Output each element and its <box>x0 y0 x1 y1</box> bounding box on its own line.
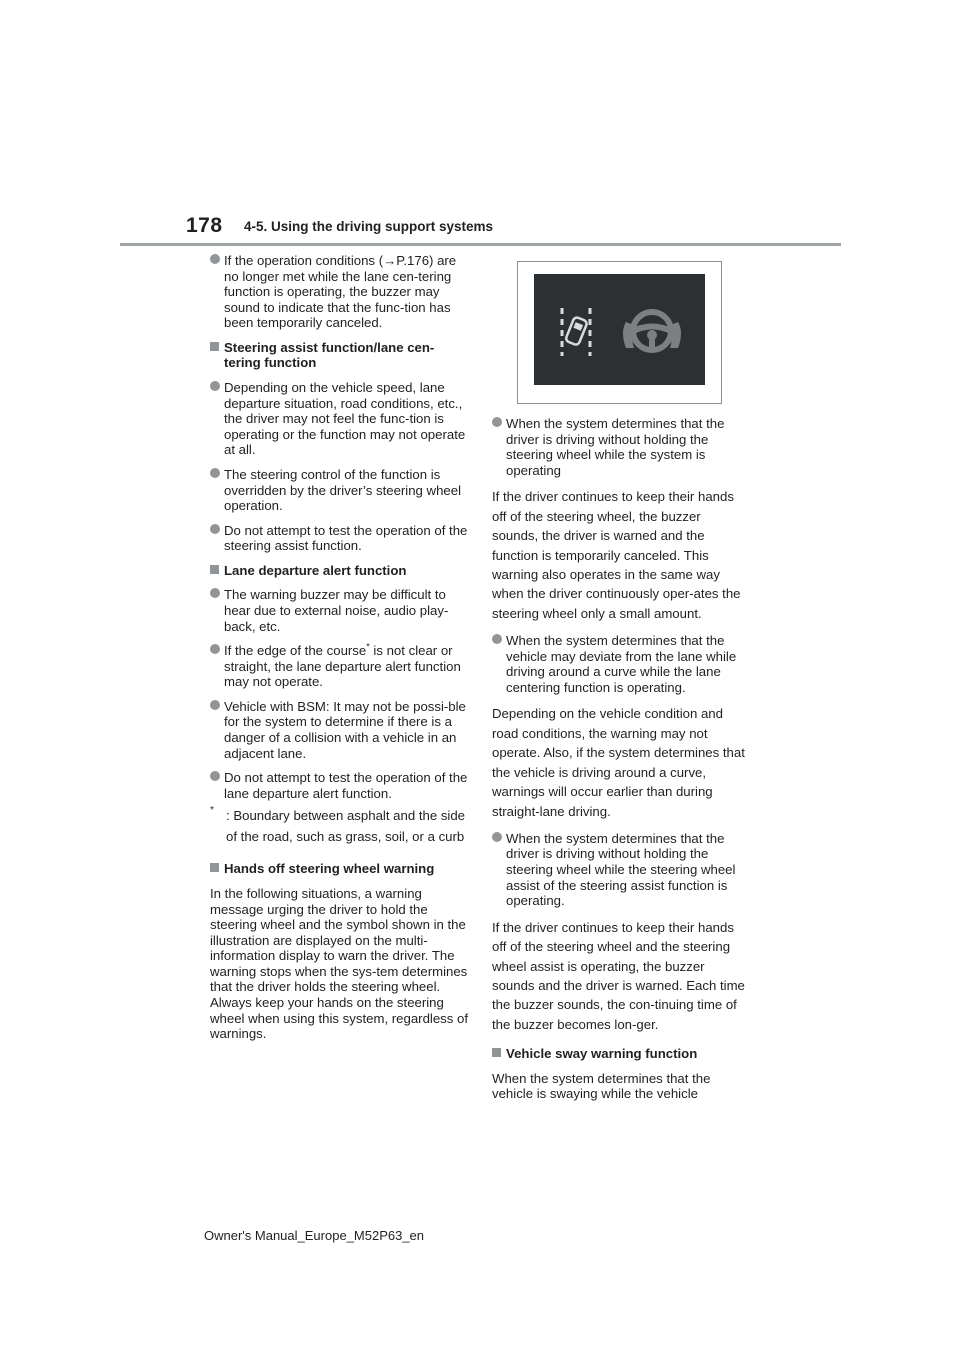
bullet-curve <box>492 633 750 695</box>
section-title: 4-5. Using the driving support systems <box>244 219 494 234</box>
bullet-dot-icon <box>210 468 220 478</box>
bullet-text: When the system determines that the driver is driving without holding the steering wheel while the steering wheel assist of the steering assist function is operating. <box>506 830 736 909</box>
lane-departure-icon <box>562 308 590 356</box>
bullet-text: When the system determines that the vehicle may deviate from the lane while driving around a curve while the lane centering function is operating. <box>506 633 737 695</box>
bullet-dot-icon <box>492 832 502 842</box>
body-steering-wheel-assist: If the driver continues to keep their hands off of the steering wheel and the steering wheel assist is operating, the buzzer sounds and the driver is warned. Each time the buzzer sounds, the con-tinuing time of the buzzer becomes lon-ger. <box>492 919 745 1032</box>
bullet-steering-assist-2 <box>210 467 468 514</box>
square-bullet-icon <box>210 565 219 574</box>
page-number: 178 <box>186 214 223 237</box>
square-bullet-icon <box>492 1048 501 1057</box>
bullet-bsm <box>210 699 468 761</box>
display-symbols <box>534 274 705 385</box>
bullet-buzzer-difficult <box>210 587 468 634</box>
left-column <box>210 253 468 1051</box>
bullet-dot-icon <box>210 381 220 391</box>
bullet-dot-icon <box>210 771 220 781</box>
heading-sway <box>492 1046 750 1062</box>
bullet-edge-of-course <box>210 643 468 690</box>
bullet-text: The steering control of the function is overridden by the driver’s steering wheel operation. <box>224 466 462 514</box>
bullet-dot-icon <box>492 634 502 644</box>
bullet-hands-off-operating <box>492 416 750 478</box>
bullet-steering-assist-1 <box>210 380 468 458</box>
bullet-steering-wheel-assist <box>492 831 750 909</box>
bullet-dot-icon <box>210 588 220 598</box>
body-curve: Depending on the vehicle condition and road conditions, the warning may not operate. Also, if the system determines that the vehicle is driving around a curve, warnings will occur earlier than during straight-lane driving. <box>492 706 745 819</box>
heading-text: Hands off steering wheel warning <box>224 861 435 877</box>
square-bullet-icon <box>210 863 219 872</box>
bullet-dot-icon <box>210 524 220 534</box>
heading-text: Steering assist function/lane cen-tering function <box>224 339 435 371</box>
bullet-text: If the operation conditions (→P.176) are no longer met while the lane cen-tering function is operating, the buzzer may sound to indicate that the func-tion has been temporarily canceled. <box>224 253 457 331</box>
heading-hands-off <box>210 861 468 877</box>
bullet-text: Do not attempt to test the operation of the lane departure alert function. <box>224 770 468 801</box>
footnote-text: : Boundary between asphalt and the side of the road, such as grass, soil, or a curb <box>226 808 466 845</box>
footer-text: Owner's Manual_Europe_M52P63_en <box>204 1228 425 1243</box>
bullet-text: When the system determines that the driver is driving without holding the steering wheel while the system is operating <box>506 416 725 478</box>
bullet-text: Vehicle with BSM: It may not be possi-ble for the system to determine if there is a danger of a collision with a vehicle in an adjacent lane. <box>224 698 466 761</box>
bullet-text-part2: is not clear or straight, the lane departure alert function may not operate. <box>224 643 461 690</box>
footnote-star: * <box>210 805 214 817</box>
footnote-marker: * <box>366 641 370 652</box>
heading-steering-assist <box>210 340 468 371</box>
bullet-text: Depending on the vehicle speed, lane departure situation, road conditions, etc., the driver may not feel the func-tion is operating or the function may not operate at all. <box>224 380 466 458</box>
heading-text: Vehicle sway warning function <box>506 1046 698 1062</box>
hands-off-body: In the following situations, a warning message urging the driver to hold the steering wheel and the symbol shown in the illustration are displayed on the multi-information display to warn the driver. The warning stops when the sys-tem determines that the driver holds the steering wheel. Always keep your hands on the steering wheel when using this system, regardless of warnings. <box>210 885 469 1042</box>
hands-on-steering-wheel-icon <box>623 312 681 350</box>
bullet-dot-icon <box>492 417 502 427</box>
bullet-do-not-test-lda <box>210 770 468 801</box>
body-hands-off-operating: If the driver continues to keep their hands off of the steering wheel, the buzzer sounds, the driver is warned and the function is temporarily canceled. This warning also operates in the same way when the driver continuously oper-ates the steering wheel only a small amount. <box>492 489 741 621</box>
bullet-text-part1: If the edge of the course <box>224 643 367 659</box>
hands-off-warning-illustration <box>517 261 722 404</box>
square-bullet-icon <box>210 342 219 351</box>
multi-information-display <box>534 274 705 385</box>
bullet-operation-conditions <box>210 253 468 331</box>
sway-body: When the system determines that the vehicle is swaying while the vehicle <box>492 1070 711 1102</box>
heading-lane-departure <box>210 563 468 579</box>
bullet-dot-icon <box>210 254 220 264</box>
footnote <box>210 805 468 847</box>
heading-text: Lane departure alert function <box>224 562 407 578</box>
bullet-text: Do not attempt to test the operation of the steering assist function. <box>224 522 468 554</box>
bullet-text: The warning buzzer may be difficult to hear due to external noise, audio play-back, etc. <box>224 587 449 634</box>
bullet-dot-icon <box>210 644 220 654</box>
header-rule <box>120 243 841 246</box>
bullet-dot-icon <box>210 700 220 710</box>
bullet-steering-assist-3 <box>210 523 468 554</box>
right-column <box>492 253 750 1111</box>
